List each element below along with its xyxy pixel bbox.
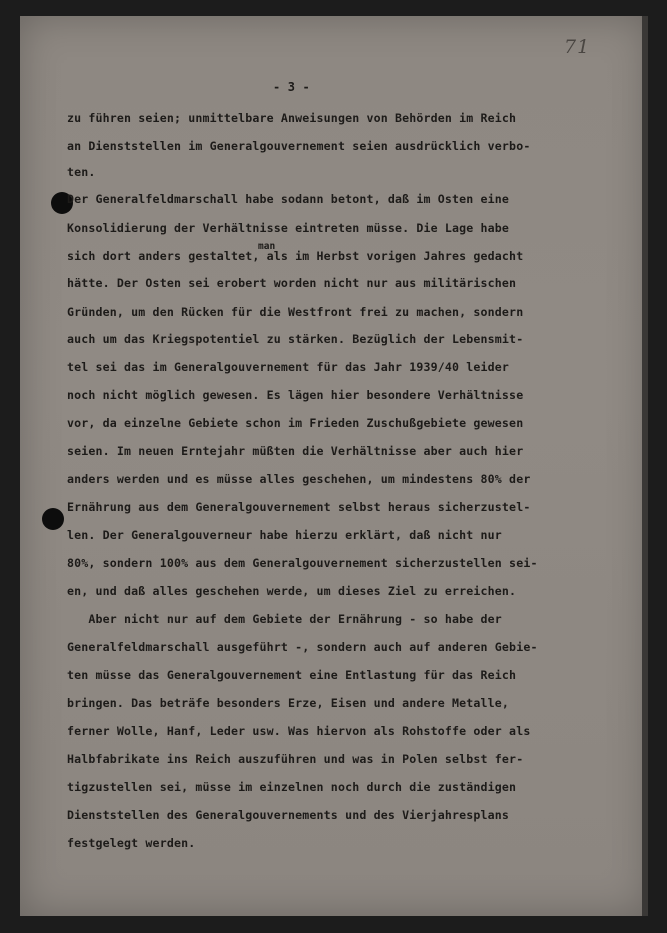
text-line: ten müsse das Generalgouvernement eine Entlastung für das Reich xyxy=(67,668,517,682)
text-line: seien. Im neuen Erntejahr müßten die Verhältnisse aber auch hier xyxy=(67,444,524,458)
text-line: bringen. Das beträfe besonders Erze, Eisen und andere Metalle, xyxy=(67,696,510,710)
typed-text-block xyxy=(67,0,637,850)
text-line: zu führen seien; unmittelbare Anweisungen von Behörden im Reich xyxy=(67,111,517,125)
text-line: Dienststellen des Generalgouvernements und des Vierjahresplans xyxy=(67,808,510,822)
page-edge xyxy=(642,16,648,916)
text-line: 80%, sondern 100% aus dem Generalgouvernement sicherzustellen sei- xyxy=(67,556,538,570)
text-line: vor, da einzelne Gebiete schon im Frieden Zuschußgebiete gewesen xyxy=(67,416,524,430)
text-line: ferner Wolle, Hanf, Leder usw. Was hiervon als Rohstoffe oder als xyxy=(67,724,531,738)
text-line: hätte. Der Osten sei erobert worden nicht nur aus militärischen xyxy=(67,276,517,290)
text-line: en, und daß alles geschehen werde, um dieses Ziel zu erreichen. xyxy=(67,584,517,598)
handwritten-insertion: man xyxy=(258,241,276,252)
text-line: Ernährung aus dem Generalgouvernement selbst heraus sicherzustel- xyxy=(67,500,531,514)
text-line: noch nicht möglich gewesen. Es lägen hier besondere Verhältnisse xyxy=(67,388,524,402)
text-line: Konsolidierung der Verhältnisse eintreten müsse. Die Lage habe xyxy=(67,221,510,235)
text-line: Gründen, um den Rücken für die Westfront frei zu machen, sondern xyxy=(67,305,524,319)
text-line: Aber nicht nur auf dem Gebiete der Ernährung - so habe der xyxy=(67,612,502,626)
text-line: len. Der Generalgouverneur habe hierzu erklärt, daß nicht nur xyxy=(67,528,502,542)
punch-hole-bottom xyxy=(42,508,64,530)
text-line: auch um das Kriegspotentiel zu stärken. Bezüglich der Lebensmit- xyxy=(67,332,524,346)
page-number: - 3 - xyxy=(273,80,310,94)
text-line: tigzustellen sei, müsse im einzelnen noch durch die zuständigen xyxy=(67,780,517,794)
text-line: Der Generalfeldmarschall habe sodann betont, daß im Osten eine xyxy=(67,192,510,206)
text-line: Generalfeldmarschall ausgeführt -, sondern auch auf anderen Gebie- xyxy=(67,640,538,654)
text-line: festgelegt werden. xyxy=(67,836,196,850)
text-line: ten. xyxy=(67,165,96,179)
text-line: Halbfabrikate ins Reich auszuführen und was in Polen selbst fer- xyxy=(67,752,524,766)
text-line: anders werden und es müsse alles geschehen, um mindestens 80% der xyxy=(67,472,531,486)
text-line: an Dienststellen im Generalgouvernement seien ausdrücklich verbo- xyxy=(67,139,531,153)
text-line: sich dort anders gestaltet, als im Herbst vorigen Jahres gedacht xyxy=(67,249,524,263)
text-line: tel sei das im Generalgouvernement für das Jahr 1939/40 leider xyxy=(67,360,510,374)
handwritten-folio-number: 71 xyxy=(564,36,591,58)
